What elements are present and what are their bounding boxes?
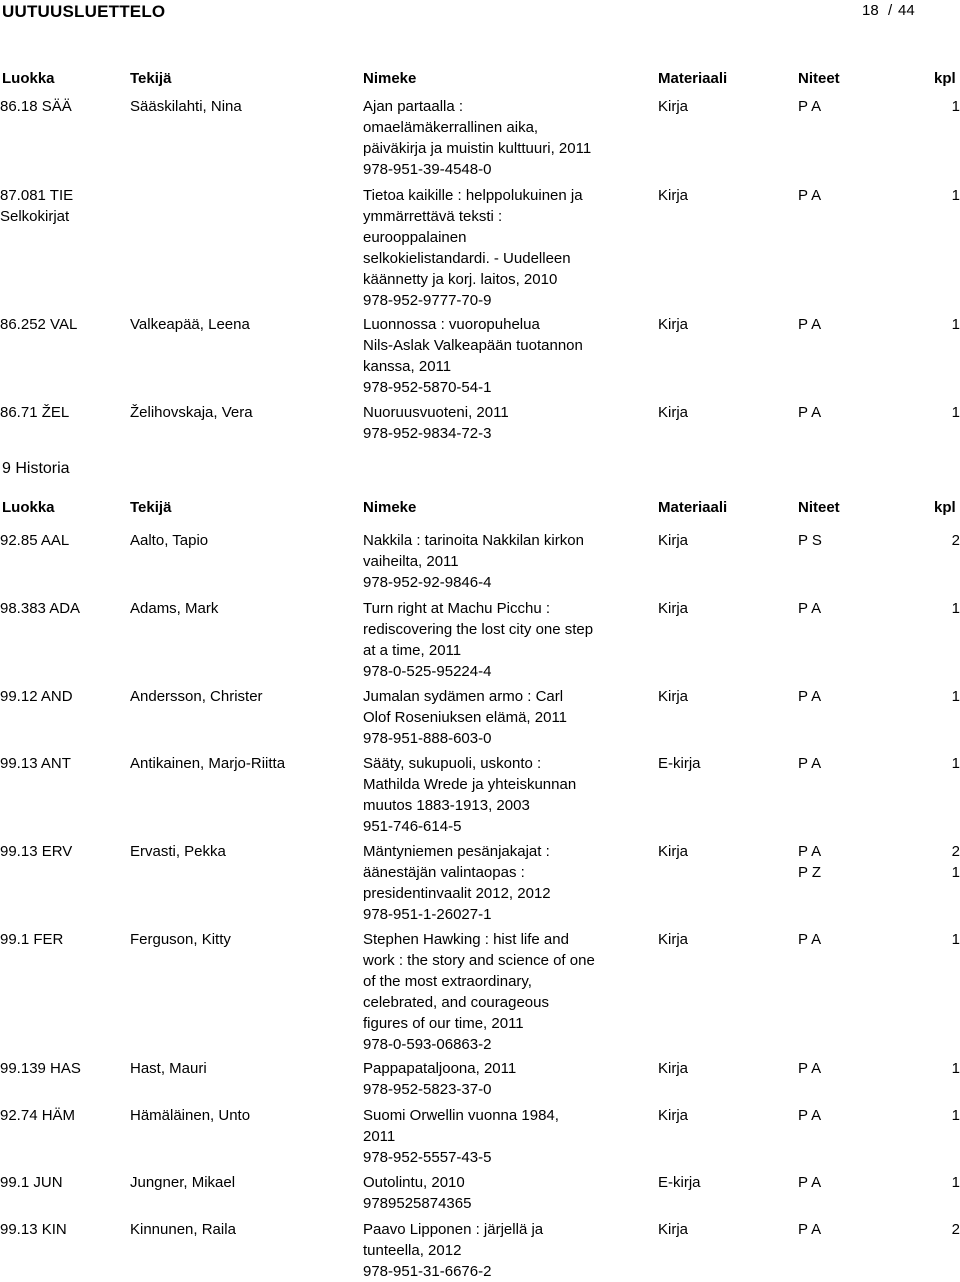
nimeke-line: at a time, 2011 — [363, 642, 462, 659]
luokka-cell — [0, 1105, 125, 1126]
nimeke-text — [363, 1172, 648, 1193]
kpl-text: 1 — [951, 1174, 960, 1191]
column-header-nimeke: Nimeke — [363, 70, 417, 87]
niteet-text: P A — [798, 98, 822, 115]
isbn-text: 978-952-5557-43-5 — [363, 1149, 492, 1166]
nimeke-line: tunteella, 2012 — [363, 1242, 462, 1259]
nimeke-line: Olof Roseniuksen elämä, 2011 — [363, 709, 568, 726]
tekija-cell: Želihovskaja, Vera — [130, 404, 253, 421]
nimeke-line: Mäntyniemen pesänjakajat : — [363, 843, 550, 860]
kpl-text: 1 — [951, 600, 960, 617]
niteet-text: P A — [798, 688, 822, 705]
nimeke-line: vaiheilta, 2011 — [363, 553, 459, 570]
niteet-text: P A — [798, 843, 822, 860]
nimeke-cell — [363, 929, 648, 1055]
isbn-text: 978-951-31-6676-2 — [363, 1263, 492, 1280]
tekija-cell: Kinnunen, Raila — [130, 1221, 236, 1238]
column-header-tekija: Tekijä — [130, 499, 172, 516]
page-total: 44 — [898, 2, 915, 19]
kpl-cell — [930, 598, 960, 619]
column-header-niteet: Niteet — [798, 499, 840, 516]
isbn-text: 951-746-614-5 — [363, 818, 462, 835]
kpl-cell — [930, 96, 960, 117]
niteet-text: P S — [798, 532, 822, 549]
nimeke-cell — [363, 1105, 648, 1168]
isbn-text: 978-951-1-26027-1 — [363, 906, 492, 923]
nimeke-line: 2011 — [363, 1128, 396, 1145]
niteet-cell — [798, 402, 898, 423]
isbn-text: 978-951-39-4548-0 — [363, 161, 492, 178]
kpl-text: 1 — [951, 755, 960, 772]
kpl-text: 1 — [951, 187, 960, 204]
nimeke-text — [363, 1058, 648, 1079]
niteet-cell — [798, 1219, 898, 1240]
nimeke-line: Nils-Aslak Valkeapään tuotannon — [363, 337, 583, 354]
nimeke-cell — [363, 1058, 648, 1100]
niteet-cell — [798, 753, 898, 774]
tekija-cell: Ervasti, Pekka — [130, 843, 226, 860]
luokka-cell — [0, 1219, 125, 1240]
luokka-text: 98.383 ADA — [0, 600, 81, 617]
materiaali-cell: E-kirja — [658, 1174, 701, 1191]
nimeke-line: rediscovering the lost city one step — [363, 621, 594, 638]
kpl-text: 1 — [951, 864, 960, 881]
niteet-text: P A — [798, 1060, 822, 1077]
nimeke-cell — [363, 841, 648, 925]
materiaali-cell: Kirja — [658, 1107, 689, 1124]
nimeke-line: figures of our time, 2011 — [363, 1015, 524, 1032]
nimeke-line: ymmärrettävä teksti : — [363, 208, 503, 225]
nimeke-line: selkokielistandardi. - Uudelleen — [363, 250, 571, 267]
materiaali-cell: E-kirja — [658, 755, 701, 772]
luokka-text: 86.71 ŽEL — [0, 404, 70, 421]
materiaali-cell: Kirja — [658, 1221, 689, 1238]
nimeke-line: Luonnossa : vuoropuhelua — [363, 316, 540, 333]
niteet-text: P A — [798, 187, 822, 204]
isbn-text: 978-952-9834-72-3 — [363, 425, 492, 442]
column-header-niteet: Niteet — [798, 70, 840, 87]
niteet-cell — [798, 185, 898, 206]
tekija-cell: Andersson, Christer — [130, 688, 263, 705]
luokka-text: 99.13 ANT — [0, 755, 71, 772]
isbn-text: 978-952-5823-37-0 — [363, 1081, 492, 1098]
tekija-cell: Hämäläinen, Unto — [130, 1107, 251, 1124]
nimeke-cell — [363, 314, 648, 398]
nimeke-cell — [363, 686, 648, 749]
luokka-cell — [0, 1172, 125, 1193]
niteet-cell — [798, 1058, 898, 1079]
nimeke-text — [363, 1105, 648, 1147]
nimeke-line: Turn right at Machu Picchu : — [363, 600, 551, 617]
kpl-cell — [930, 314, 960, 335]
column-header-luokka: Luokka — [2, 70, 55, 87]
nimeke-cell — [363, 1172, 648, 1214]
materiaali-cell: Kirja — [658, 316, 689, 333]
nimeke-line: äänestäjän valintaopas : — [363, 864, 525, 881]
luokka-cell — [0, 929, 125, 950]
tekija-cell: Hast, Mauri — [130, 1060, 207, 1077]
tekija-cell: Ferguson, Kitty — [130, 931, 231, 948]
nimeke-line: Sääty, sukupuoli, uskonto : — [363, 755, 542, 772]
kpl-text: 2 — [951, 1221, 960, 1238]
nimeke-text — [363, 686, 648, 728]
nimeke-line: eurooppalainen — [363, 229, 467, 246]
tekija-cell: Antikainen, Marjo-Riitta — [130, 755, 286, 772]
kpl-text: 1 — [951, 931, 960, 948]
document-title: UUTUUSLUETTELO — [2, 2, 166, 21]
nimeke-text — [363, 96, 648, 159]
isbn-text: 978-952-92-9846-4 — [363, 574, 492, 591]
niteet-text: P Z — [798, 864, 822, 881]
niteet-cell — [798, 96, 898, 117]
isbn-text: 978-0-593-06863-2 — [363, 1036, 492, 1053]
isbn-text: 978-952-9777-70-9 — [363, 292, 492, 309]
kpl-cell — [930, 929, 960, 950]
nimeke-line: celebrated, and courageous — [363, 994, 549, 1011]
kpl-text: 1 — [951, 316, 960, 333]
materiaali-cell: Kirja — [658, 843, 689, 860]
section-title: 9 Historia — [2, 460, 70, 477]
luokka-cell — [0, 530, 125, 551]
isbn-text: 9789525874365 — [363, 1195, 472, 1212]
page-header — [0, 0, 960, 26]
nimeke-text — [363, 185, 648, 290]
materiaali-cell: Kirja — [658, 404, 689, 421]
niteet-text: P A — [798, 1107, 822, 1124]
column-header-materiaali: Materiaali — [658, 499, 728, 516]
luokka-text: 99.13 KIN — [0, 1221, 67, 1238]
niteet-cell — [798, 598, 898, 619]
luokka-cell — [0, 1058, 125, 1079]
nimeke-line: kanssa, 2011 — [363, 358, 452, 375]
niteet-cell — [798, 530, 898, 551]
luokka-text: 92.85 AAL — [0, 532, 70, 549]
nimeke-cell — [363, 530, 648, 593]
luokka-text: 99.1 FER — [0, 931, 64, 948]
nimeke-line: Ajan partaalla : — [363, 98, 464, 115]
nimeke-text — [363, 1219, 648, 1261]
niteet-text: P A — [798, 931, 822, 948]
nimeke-line: Outolintu, 2010 — [363, 1174, 465, 1191]
nimeke-text — [363, 530, 648, 572]
isbn-text: 978-952-5870-54-1 — [363, 379, 492, 396]
nimeke-line: presidentinvaalit 2012, 2012 — [363, 885, 551, 902]
nimeke-line: päiväkirja ja muistin kulttuuri, 2011 — [363, 140, 592, 157]
nimeke-text — [363, 929, 648, 1034]
page-number: 18 — [862, 2, 879, 19]
nimeke-text — [363, 402, 648, 423]
nimeke-line: Pappapataljoona, 2011 — [363, 1060, 517, 1077]
nimeke-line: Paavo Lipponen : järjellä ja — [363, 1221, 544, 1238]
niteet-text: P A — [798, 1174, 822, 1191]
kpl-text: 2 — [951, 843, 960, 860]
kpl-cell — [930, 1172, 960, 1193]
nimeke-line: Stephen Hawking : hist life and — [363, 931, 569, 948]
nimeke-cell — [363, 598, 648, 682]
column-header-luokka: Luokka — [2, 499, 55, 516]
nimeke-cell — [363, 1219, 648, 1282]
luokka-cell — [0, 402, 125, 423]
luokka-text: 92.74 HÄM — [0, 1107, 76, 1124]
niteet-cell — [798, 1172, 898, 1193]
column-header-tekija: Tekijä — [130, 70, 172, 87]
luokka-text: 87.081 TIE — [0, 187, 74, 204]
niteet-cell — [798, 1105, 898, 1126]
nimeke-line: work : the story and science of one — [363, 952, 595, 969]
luokka-cell — [0, 841, 125, 862]
luokka-text: 86.252 VAL — [0, 316, 78, 333]
column-header-nimeke: Nimeke — [363, 499, 417, 516]
materiaali-cell: Kirja — [658, 98, 689, 115]
kpl-cell — [930, 841, 960, 883]
nimeke-line: käännetty ja korj. laitos, 2010 — [363, 271, 558, 288]
nimeke-text — [363, 314, 648, 377]
nimeke-line: Suomi Orwellin vuonna 1984, — [363, 1107, 559, 1124]
nimeke-cell — [363, 753, 648, 837]
niteet-cell — [798, 686, 898, 707]
table-header — [0, 70, 960, 90]
nimeke-line: Nakkila : tarinoita Nakkilan kirkon — [363, 532, 584, 549]
kpl-text: 1 — [951, 98, 960, 115]
kpl-text: 1 — [951, 688, 960, 705]
niteet-text: P A — [798, 316, 822, 333]
nimeke-line: of the most extraordinary, — [363, 973, 532, 990]
kpl-cell — [930, 753, 960, 774]
materiaali-cell: Kirja — [658, 688, 689, 705]
luokka-text: Selkokirjat — [0, 208, 70, 225]
kpl-cell — [930, 1105, 960, 1126]
column-header-materiaali: Materiaali — [658, 70, 728, 87]
kpl-text: 1 — [951, 1107, 960, 1124]
column-header-kpl: kpl — [934, 70, 956, 87]
nimeke-line: Jumalan sydämen armo : Carl — [363, 688, 564, 705]
kpl-cell — [930, 402, 960, 423]
niteet-text: P A — [798, 404, 822, 421]
tekija-cell: Jungner, Mikael — [130, 1174, 236, 1191]
materiaali-cell: Kirja — [658, 187, 689, 204]
nimeke-line: muutos 1883-1913, 2003 — [363, 797, 530, 814]
nimeke-cell — [363, 96, 648, 180]
tekija-cell: Adams, Mark — [130, 600, 219, 617]
luokka-cell — [0, 185, 125, 227]
niteet-cell — [798, 929, 898, 950]
luokka-cell — [0, 753, 125, 774]
luokka-cell — [0, 686, 125, 707]
luokka-text: 86.18 SÄÄ — [0, 98, 72, 115]
table-header — [0, 499, 960, 519]
niteet-text: P A — [798, 1221, 822, 1238]
luokka-text: 99.1 JUN — [0, 1174, 63, 1191]
niteet-cell — [798, 314, 898, 335]
kpl-cell — [930, 185, 960, 206]
luokka-text: 99.12 AND — [0, 688, 73, 705]
nimeke-line: Tietoa kaikille : helppolukuinen ja — [363, 187, 583, 204]
materiaali-cell: Kirja — [658, 532, 689, 549]
luokka-cell — [0, 598, 125, 619]
kpl-text: 1 — [951, 1060, 960, 1077]
isbn-text: 978-0-525-95224-4 — [363, 663, 492, 680]
column-header-kpl: kpl — [934, 499, 956, 516]
tekija-cell: Aalto, Tapio — [130, 532, 209, 549]
materiaali-cell: Kirja — [658, 600, 689, 617]
nimeke-cell — [363, 402, 648, 444]
nimeke-line: Nuoruusvuoteni, 2011 — [363, 404, 509, 421]
nimeke-text — [363, 598, 648, 661]
isbn-text: 978-951-888-603-0 — [363, 730, 492, 747]
luokka-text: 99.139 HAS — [0, 1060, 81, 1077]
kpl-cell — [930, 1219, 960, 1240]
niteet-cell — [798, 841, 898, 883]
tekija-cell: Sääskilahti, Nina — [130, 98, 242, 115]
nimeke-cell — [363, 185, 648, 311]
luokka-cell — [0, 96, 125, 117]
page-separator: / — [888, 2, 893, 19]
nimeke-text — [363, 841, 648, 904]
luokka-cell — [0, 314, 125, 335]
kpl-cell — [930, 686, 960, 707]
niteet-text: P A — [798, 600, 822, 617]
kpl-cell — [930, 1058, 960, 1079]
nimeke-text — [363, 753, 648, 816]
materiaali-cell: Kirja — [658, 931, 689, 948]
luokka-text: 99.13 ERV — [0, 843, 73, 860]
tekija-cell: Valkeapää, Leena — [130, 316, 250, 333]
nimeke-line: Mathilda Wrede ja yhteiskunnan — [363, 776, 577, 793]
nimeke-line: omaelämäkerrallinen aika, — [363, 119, 539, 136]
niteet-text: P A — [798, 755, 822, 772]
kpl-text: 2 — [951, 532, 960, 549]
materiaali-cell: Kirja — [658, 1060, 689, 1077]
kpl-text: 1 — [951, 404, 960, 421]
kpl-cell — [930, 530, 960, 551]
